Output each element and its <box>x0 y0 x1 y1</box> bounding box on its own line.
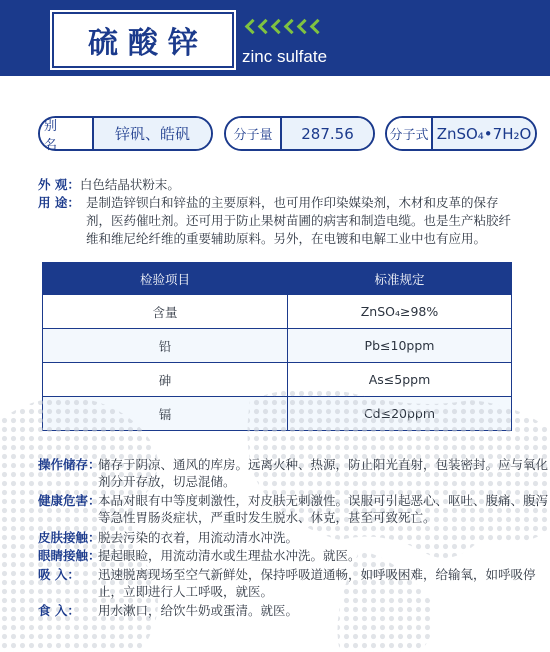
safety-skin <box>38 529 550 547</box>
table-header-item: 检验项目 <box>43 263 288 295</box>
table-header-standard: 标准规定 <box>288 263 512 295</box>
safety-label: 吸 入： <box>38 567 80 582</box>
safety-ingestion <box>38 602 550 620</box>
safety-storage <box>38 456 550 492</box>
table-cell-standard: Pb≤10ppm <box>288 329 512 363</box>
safety-label: 皮肤接触： <box>38 530 101 545</box>
table-header-row <box>43 263 512 295</box>
safety-label: 健康危害： <box>38 493 101 508</box>
safety-text: 脱去污染的衣着，用流动清水冲洗。 <box>98 530 299 545</box>
safety-text: 本品对眼有中等度刺激性，对皮肤无刺激性。误服可引起恶心、呕吐、腹痛、腹泻等急性胃肠炎症状，严重时发生脱水、休克，甚至可致死亡。 <box>98 493 549 525</box>
table-cell-item: 镉 <box>43 397 288 431</box>
safety-eyes <box>38 547 550 565</box>
table-row <box>43 295 512 329</box>
product-title-en: zinc sulfate <box>242 47 328 66</box>
table-cell-item: 铅 <box>43 329 288 363</box>
product-title-cn: 硫酸锌 <box>88 26 208 61</box>
chevron-left-icon <box>309 19 320 34</box>
table-cell-standard: ZnSO₄≥98% <box>288 295 512 329</box>
table-cell-item: 含量 <box>43 295 288 329</box>
table-cell-item: 砷 <box>43 363 288 397</box>
formula-pill <box>385 116 537 151</box>
alias-label: 别 名 <box>40 118 94 149</box>
safety-text: 提起眼睑，用流动清水或生理盐水冲洗。就医。 <box>98 548 361 563</box>
alias-value: 锌矾、皓矾 <box>94 118 211 149</box>
alias-pill <box>38 116 213 151</box>
title-box <box>52 12 234 68</box>
table-cell-standard: As≤5ppm <box>288 363 512 397</box>
chevron-decoration <box>244 19 320 34</box>
safety-health <box>38 492 550 528</box>
chevron-left-icon <box>296 19 307 34</box>
safety-text: 迅速脱离现场至空气新鲜处，保持呼吸道通畅，如呼吸困难，给输氧，如呼吸停止，立即进行人工呼吸，就医。 <box>98 567 536 599</box>
formula-value: ZnSO₄•7H₂O <box>433 118 535 149</box>
safety-inhalation <box>38 566 550 602</box>
header-banner <box>0 0 550 76</box>
chevron-left-icon <box>270 19 281 34</box>
usage-label: 用 途： <box>38 195 80 210</box>
appearance-row <box>38 176 518 194</box>
table-row <box>43 329 512 363</box>
usage-text: 是制造锌钡白和锌盐的主要原料，也可用作印染媒染剂，木材和皮革的保存剂，医药催吐剂。还可用于防止果树苗圃的病害和制造电缆。也是生产粘胶纤维和维尼纶纤维的重要辅助原料。另外，在电镀和电解工业中也有应用。 <box>86 195 512 246</box>
safety-text: 用水漱口，给饮牛奶或蛋清。就医。 <box>98 603 299 618</box>
safety-label: 眼睛接触： <box>38 548 101 563</box>
molecular-weight-pill <box>224 116 375 151</box>
molecular-weight-label: 分子量 <box>226 118 282 149</box>
appearance-label: 外 观： <box>38 177 80 192</box>
safety-label: 食 入： <box>38 603 80 618</box>
safety-label: 操作储存： <box>38 457 101 472</box>
appearance-text: 白色结晶状粉末。 <box>79 177 180 192</box>
molecular-weight-value: 287.56 <box>282 118 373 149</box>
chevron-left-icon <box>257 19 268 34</box>
chevron-left-icon <box>244 19 255 34</box>
chevron-left-icon <box>283 19 294 34</box>
safety-text: 储存于阴凉、通风的库房。远离火种、热源，防止阳光直射，包装密封。应与氧化剂分开存放，切忌混储。 <box>98 457 549 489</box>
formula-label: 分子式 <box>387 118 433 149</box>
usage-row <box>38 194 518 248</box>
